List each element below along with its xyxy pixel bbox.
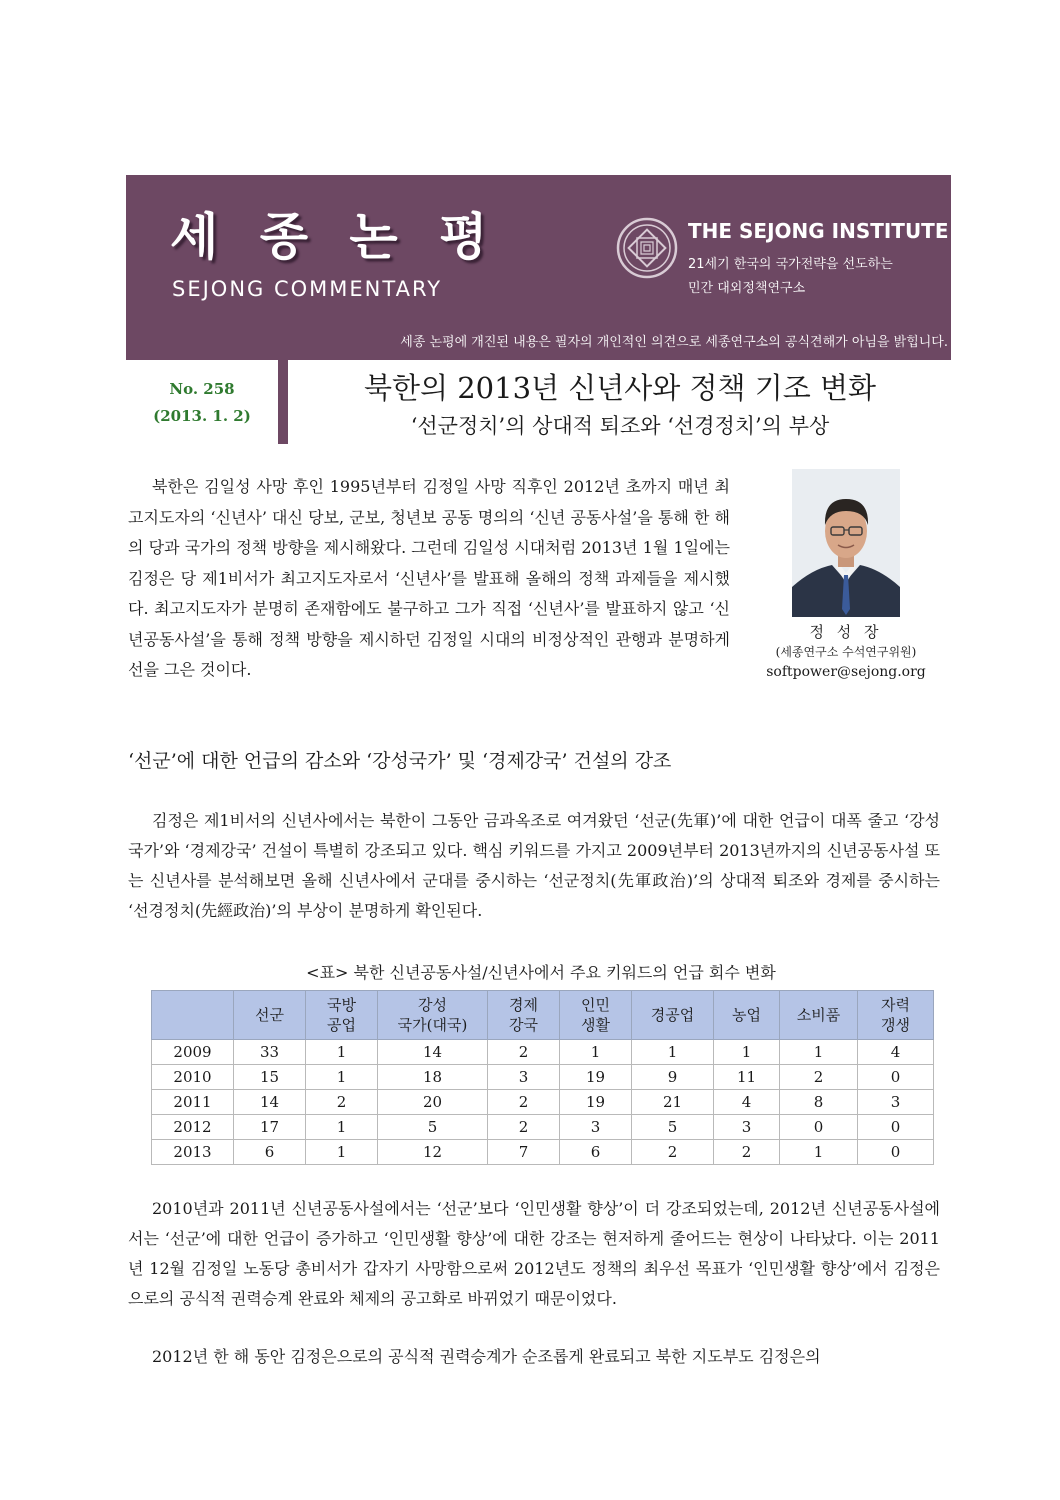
table-value-cell: 6 bbox=[560, 1140, 632, 1165]
table-value-cell: 8 bbox=[780, 1090, 858, 1115]
table-value-cell: 9 bbox=[632, 1065, 714, 1090]
table-value-cell: 1 bbox=[306, 1040, 378, 1065]
table-value-cell: 4 bbox=[714, 1090, 780, 1115]
institute-name: THE SEJONG INSTITUTE bbox=[688, 219, 949, 243]
table-year-cell: 2009 bbox=[152, 1040, 234, 1065]
table-header-cell: 소비품 bbox=[780, 991, 858, 1040]
table-value-cell: 33 bbox=[234, 1040, 306, 1065]
table-value-cell: 7 bbox=[488, 1140, 560, 1165]
table-value-cell: 2 bbox=[488, 1115, 560, 1140]
disclaimer-text: 세종 논평에 개진된 내용은 필자의 개인적인 의견으로 세종연구소의 공식견해가 아님을 밝힙니다. bbox=[400, 335, 948, 350]
table-value-cell: 1 bbox=[780, 1140, 858, 1165]
table-value-cell: 1 bbox=[714, 1040, 780, 1065]
table-value-cell: 3 bbox=[714, 1115, 780, 1140]
table-value-cell: 4 bbox=[858, 1040, 934, 1065]
section-heading: ‘선군’에 대한 언급의 감소와 ‘강성국가’ 및 ‘경제강국’ 건설의 강조 bbox=[128, 750, 672, 772]
table-value-cell: 0 bbox=[780, 1115, 858, 1140]
table-header-cell: 경제 강국 bbox=[488, 991, 560, 1040]
table-value-cell: 5 bbox=[378, 1115, 488, 1140]
table-value-cell: 0 bbox=[858, 1065, 934, 1090]
paragraph-continuation: 2012년 한 해 동안 김정은으로의 공식적 권력승계가 순조롭게 완료되고 북한 지도부도 김정은의 bbox=[152, 1347, 821, 1366]
publication-subtitle: SEJONG COMMENTARY bbox=[172, 277, 443, 301]
table-header-cell: 자력 갱생 bbox=[858, 991, 934, 1040]
author-photo bbox=[792, 469, 900, 617]
table-value-cell: 19 bbox=[560, 1065, 632, 1090]
article-title: 북한의 2013년 신년사와 정책 기조 변화 bbox=[363, 371, 877, 405]
table-value-cell: 14 bbox=[378, 1040, 488, 1065]
table-header-cell: 농업 bbox=[714, 991, 780, 1040]
publication-title: 세 종 논 평 bbox=[170, 208, 500, 266]
table-row bbox=[152, 1065, 934, 1090]
author-email: softpower@sejong.org bbox=[766, 664, 926, 680]
table-value-cell: 3 bbox=[560, 1115, 632, 1140]
table-header-cell bbox=[152, 991, 234, 1040]
table-value-cell: 2 bbox=[714, 1140, 780, 1165]
header-banner bbox=[126, 175, 951, 360]
table-header-row bbox=[152, 991, 934, 1040]
table-row bbox=[152, 1090, 934, 1115]
table-value-cell: 1 bbox=[306, 1115, 378, 1140]
table-row bbox=[152, 1115, 934, 1140]
table-value-cell: 2 bbox=[306, 1090, 378, 1115]
table-year-cell: 2011 bbox=[152, 1090, 234, 1115]
table-value-cell: 21 bbox=[632, 1090, 714, 1115]
table-value-cell: 3 bbox=[488, 1065, 560, 1090]
table-value-cell: 2 bbox=[488, 1040, 560, 1065]
institute-tagline: 21세기 한국의 국가전략을 선도하는 bbox=[688, 257, 893, 272]
title-divider bbox=[278, 327, 288, 444]
table-value-cell: 19 bbox=[560, 1090, 632, 1115]
table-value-cell: 15 bbox=[234, 1065, 306, 1090]
table-value-cell: 0 bbox=[858, 1140, 934, 1165]
issue-date: (2013. 1. 2) bbox=[153, 407, 251, 425]
paragraph-intro: 북한은 김일성 사망 후인 1995년부터 김정일 사망 직후인 2012년 초까지 매년 최고지도자의 ‘신년사’ 대신 당보, 군보, 청년보 공동 명의의 ‘신년 공동사설’을 통해 한 해의 당과 국가의 정책 방향을 제시해왔다. 그런데 김일성 시대처럼 2013년 1월 1일에는 김정은 당 제1비서가 최고지도자로서 ‘신년사’를 발표해 올해의 정책 과제들을 제시했다. 최고지도자가 분명히 존재함에도 불구하고 그가 직접 ‘신년사’를 발표하지 않고 ‘신년공동사설’을 통해 정책 방향을 제시하던 김정일 시대의 비정상적인 관행과 분명하게 선을 그은 것이다. bbox=[128, 477, 730, 679]
table-row bbox=[152, 1040, 934, 1065]
table-row bbox=[152, 1140, 934, 1165]
issue-number: No. 258 bbox=[169, 380, 235, 398]
article-subtitle: ‘선군정치’의 상대적 퇴조와 ‘선경정치’의 부상 bbox=[410, 414, 830, 438]
table-value-cell: 1 bbox=[306, 1065, 378, 1090]
table-value-cell: 2 bbox=[632, 1140, 714, 1165]
author-role: (세종연구소 수석연구위원) bbox=[775, 645, 917, 659]
table-value-cell: 20 bbox=[378, 1090, 488, 1115]
institute-tagline-2: 민간 대외정책연구소 bbox=[688, 281, 806, 296]
table-value-cell: 1 bbox=[780, 1040, 858, 1065]
table-year-cell: 2010 bbox=[152, 1065, 234, 1090]
table-value-cell: 1 bbox=[560, 1040, 632, 1065]
table-value-cell: 2 bbox=[780, 1065, 858, 1090]
table-value-cell: 1 bbox=[632, 1040, 714, 1065]
table-value-cell: 0 bbox=[858, 1115, 934, 1140]
author-name: 정 성 장 bbox=[809, 623, 883, 641]
table-value-cell: 18 bbox=[378, 1065, 488, 1090]
paragraph-analysis: 김정은 제1비서의 신년사에서는 북한이 그동안 금과옥조로 여겨왔던 ‘선군(先軍)’에 대한 언급이 대폭 줄고 ‘강성국가’와 ‘경제강국’ 건설이 특별히 강조되고 있다. 핵심 키워드를 가지고 2009년부터 2013년까지의 신년공동사설 또는 신년사를 분석해보면 올해 신년사에서 군대를 중시하는 ‘선군정치(先軍政治)’의 상대적 퇴조와 경제를 중시하는 ‘선경정치(先經政治)’의 부상이 분명하게 확인된다. bbox=[128, 811, 940, 920]
institute-seal-icon bbox=[616, 217, 678, 279]
table-value-cell: 6 bbox=[234, 1140, 306, 1165]
table-value-cell: 14 bbox=[234, 1090, 306, 1115]
table-value-cell: 12 bbox=[378, 1140, 488, 1165]
paragraph-comparison: 2010년과 2011년 신년공동사설에서는 ‘선군’보다 ‘인민생활 향상’이 더 강조되었는데, 2012년 신년공동사설에서는 ‘선군’에 대한 언급이 증가하고 ‘인민생활 향상’에 대한 강조는 현저하게 줄어드는 현상이 나타났다. 이는 2011년 12월 김정일 노동당 총비서가 갑자기 사망함으로써 2012년도 정책의 최우선 목표가 ‘인민생활 향상’에서 김정은으로의 공식적 권력승계 완료와 체제의 공고화로 바뀌었기 때문이었다. bbox=[128, 1199, 940, 1308]
table-header-cell: 국방 공업 bbox=[306, 991, 378, 1040]
table-caption: <표> 북한 신년공동사설/신년사에서 주요 키워드의 언급 회수 변화 bbox=[306, 963, 776, 982]
keyword-table bbox=[151, 990, 934, 1165]
table-header-cell: 인민 생활 bbox=[560, 991, 632, 1040]
table-header-cell: 선군 bbox=[234, 991, 306, 1040]
table-value-cell: 11 bbox=[714, 1065, 780, 1090]
table-value-cell: 1 bbox=[306, 1140, 378, 1165]
table-value-cell: 3 bbox=[858, 1090, 934, 1115]
table-year-cell: 2012 bbox=[152, 1115, 234, 1140]
table-year-cell: 2013 bbox=[152, 1140, 234, 1165]
table-header-cell: 경공업 bbox=[632, 991, 714, 1040]
table-value-cell: 5 bbox=[632, 1115, 714, 1140]
table-value-cell: 2 bbox=[488, 1090, 560, 1115]
table-value-cell: 17 bbox=[234, 1115, 306, 1140]
table-header-cell: 강성 국가(대국) bbox=[378, 991, 488, 1040]
